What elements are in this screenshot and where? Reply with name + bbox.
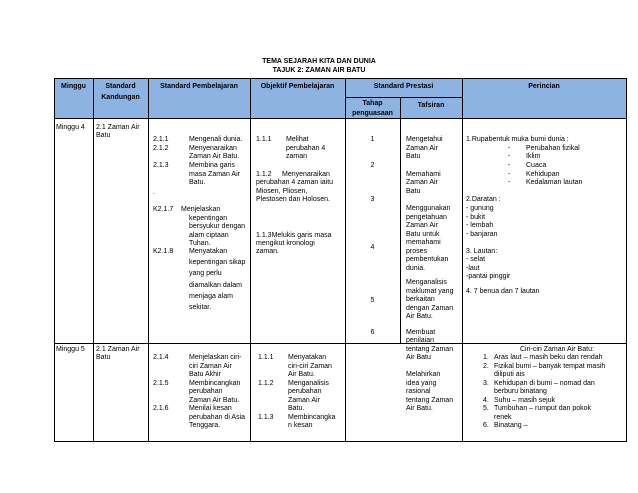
col-line-3 (250, 78, 251, 442)
perincian-p3-title: 3. Lautan: (466, 248, 498, 255)
row2-obj-2-d: Batu. (288, 405, 305, 412)
tafsiran-3e: memahami (406, 239, 441, 246)
row2-perincian-n-2: 2. (483, 363, 489, 370)
col-line-5 (400, 97, 401, 343)
row1-sp-text-k8e: menjaga alam (189, 293, 233, 300)
row2-kandungan-2: Batu (96, 354, 111, 361)
row1-sp-text-k8f: sekitar. (189, 304, 212, 311)
perincian-p1-item-5: Kedalaman lautan (526, 179, 583, 186)
row2-minggu: Minggu 5 (56, 346, 85, 353)
row1-sp-code-1: 2.1.1 (153, 136, 169, 143)
row1-obj-1-b: perubahan 4 (286, 145, 326, 152)
row2-perincian-n-5: 5. (483, 405, 489, 412)
perincian-p1-title: 1.Rupabentuk muka bumi dunia : (466, 136, 569, 143)
row1-sp-text-3b: masa Zaman Air (189, 171, 240, 178)
row2-perincian-4a: Suhu – masih sejuk (494, 397, 556, 404)
row1-sp-code-k8: K2.1.8 (153, 248, 174, 255)
tafsiran-4c: berkaitan (406, 296, 435, 303)
row1-obj-1-code: 1.1.1 (256, 136, 272, 143)
row1-minggu: Minggu 4 (56, 124, 85, 131)
row2-sp-text-2c: Zaman Air Batu. (189, 397, 240, 404)
header-minggu: Minggu (61, 83, 86, 90)
row2-sp-code-1: 2.1.4 (153, 354, 169, 361)
tafsiran-3b: pengetahuan (406, 214, 447, 221)
row2-sp-text-1a: Menjelaskan ciri- (189, 354, 242, 361)
row1-kandungan-1: 2.1 Zaman Air (96, 124, 140, 131)
perincian-p3-item-3: -pantai pinggir (466, 273, 511, 280)
perincian-p4: 4. 7 benua dan 7 lautan (466, 288, 540, 295)
row2-obj-1-c: Air Batu. (288, 371, 315, 378)
row2-obj-3-a: Membincangka (288, 414, 336, 421)
tafsiran-5b: penilaian (406, 337, 435, 344)
row2-perincian-n-4: 4. (483, 397, 489, 404)
row1-sp-text-k8b: kepentingan sikap (189, 259, 246, 266)
row2-perincian-5a: Tumbuhan – rumput dan pokok (494, 405, 592, 412)
row1-sp-code-k7: K2.1.7 (153, 206, 174, 213)
col-line-1 (93, 78, 94, 442)
row2-sp-text-2b: perubahan (189, 388, 223, 395)
row1-kandungan-2: Batu (96, 132, 111, 139)
row2-perincian-2a: Fizikal bumi – banyak tempat masih (494, 363, 606, 370)
tahap-2: 2 (370, 162, 375, 169)
row1-sp-text-k8c: yang perlu (189, 270, 222, 277)
tafsiran-4a: Menganalisis (406, 279, 447, 286)
row2-obj-3-code: 1.1.3 (258, 414, 274, 421)
header-standard-kandungan-1: Standard (105, 83, 136, 90)
header-tafsiran: Tafsiran (417, 102, 445, 109)
header-standard-prestasi: Standard Prestasi (373, 83, 434, 90)
row1-obj-1-c: zaman (286, 153, 308, 160)
tahap-1: 1 (370, 136, 375, 143)
tafsiran-2b: Zaman Air (406, 179, 438, 186)
row1-obj-2-c: Miosen, Pliosen, (256, 188, 308, 195)
tafsiran-3a: Menggunakan (406, 205, 451, 212)
row2-sp-text-3b: perubahan di Asia (189, 414, 246, 421)
perincian-p2-item-3: - lembah (466, 222, 494, 229)
tafsiran-1b: Zaman Air (406, 145, 438, 152)
row2-perincian-6a: Binatang – (494, 422, 528, 429)
header-divider-prestasi (345, 97, 462, 98)
row1-obj-3-a: 1.1.3Melukis garis masa (256, 232, 332, 239)
tafsiran-6a: Melahirkan (406, 371, 441, 378)
tafsiran-5c: tentang Zaman (406, 346, 454, 353)
row2-perincian-n-3: 3. (483, 380, 489, 387)
header-standard-kandungan-2: Kandungan (101, 94, 140, 101)
row1-sp-code-2: 2.1.2 (153, 145, 169, 152)
row1-sp-text-2b: Zaman Air Batu. (189, 153, 240, 160)
perincian-p1-bullet-5: - (508, 179, 511, 186)
row1-obj-1-a: Melihat (286, 136, 309, 143)
tafsiran-6b: idea yang (406, 380, 437, 387)
tafsiran-1c: Batu (406, 153, 421, 160)
row2-perincian-3a: Kehidupan di bumi – nomad dan (494, 380, 595, 387)
row2-perincian-3b: berburu binatang (494, 388, 547, 395)
row2-perincian-1a: Aras laut – masih beku dan rendah (494, 354, 603, 361)
row1-sp-text-k7c: bersyukur dengan (189, 223, 246, 230)
row1-sp-text-1: Mengenali dunia. (189, 136, 243, 143)
perincian-p1-bullet-2: - (508, 153, 511, 160)
tafsiran-3d: Batu untuk (406, 231, 440, 238)
perincian-p2-item-1: - gunung (466, 205, 494, 212)
row1-sp-text-k7b: kepentingan (189, 215, 228, 222)
perincian-p1-item-2: Iklim (526, 153, 541, 160)
row1-obj-2-b: perubahan 4 zaman iaitu (256, 179, 334, 186)
tafsiran-4b: maklumat yang (406, 288, 454, 295)
row2-obj-1-code: 1.1.1 (258, 354, 274, 361)
row2-perincian-title: Ciri-ciri Zaman Air Batu: (520, 346, 594, 353)
row2-kandungan-1: 2.1 Zaman Air (96, 346, 140, 353)
perincian-p2-item-2: - bukit (466, 214, 486, 221)
header-tahap: Tahap (362, 100, 383, 107)
row1-obj-3-b: mengikut kronologi (256, 240, 315, 247)
row1-sp-text-k7a: Menjelaskan (181, 206, 221, 213)
perincian-p2-item-4: - banjaran (466, 231, 498, 238)
row1-sp-text-3c: Batu. (189, 179, 206, 186)
row2-sp-text-2a: Membincangkan (189, 380, 241, 387)
tahap-4: 4 (370, 244, 375, 251)
row1-sp-dot: . (153, 189, 155, 196)
row2-obj-2-code: 1.1.2 (258, 380, 274, 387)
row1-obj-2-a: Menyenaraikan (282, 171, 330, 178)
tafsiran-6d: tentang Zaman (406, 397, 454, 404)
row1-obj-2-d: Plestosen dan Holosen. (256, 196, 330, 203)
row2-sp-text-3c: Tenggara. (189, 422, 221, 429)
tafsiran-4d: dengan Zaman (406, 305, 454, 312)
tafsiran-3h: dunia. (406, 265, 426, 272)
row2-obj-2-c: Zaman Air (288, 397, 320, 404)
row2-sp-code-2: 2.1.5 (153, 380, 169, 387)
row2-perincian-2b: diliputi ais (494, 371, 525, 378)
perincian-p1-bullet-4: - (508, 171, 511, 178)
tahap-3: 3 (370, 196, 375, 203)
col-line-2 (148, 78, 149, 442)
col-line-4 (345, 78, 346, 442)
perincian-p1-bullet-1: - (508, 145, 511, 152)
row2-perincian-5b: renek (494, 414, 512, 421)
row1-sp-text-k7e: Tuhan. (189, 240, 211, 247)
row2-sp-text-1c: Batu Akhir (189, 371, 221, 378)
row1-obj-2-code: 1.1.2 (256, 171, 272, 178)
tahap-5: 5 (370, 297, 375, 304)
tafsiran-6c: rasional (406, 388, 431, 395)
tahap-6: 6 (370, 329, 375, 336)
row2-obj-3-b: n kesan (288, 422, 313, 429)
col-line-0 (54, 78, 55, 442)
row-divider (54, 343, 627, 344)
row2-obj-1-b: ciri-ciri Zaman (288, 363, 332, 370)
tafsiran-3f: proses (406, 248, 428, 255)
perincian-p1-item-1: Perubahan fizikal (526, 145, 580, 152)
row1-sp-text-3a: Membina garis (189, 162, 235, 169)
tafsiran-4e: Air Batu. (406, 313, 433, 320)
row1-sp-text-k8a: Menyatakan (189, 248, 228, 255)
row2-sp-code-3: 2.1.6 (153, 405, 169, 412)
header-standard-pembelajaran: Standard Pembelajaran (160, 83, 238, 90)
row2-sp-text-1b: ciri Zaman Air (189, 363, 232, 370)
row2-sp-text-3a: Menilai kesan (189, 405, 232, 412)
table-border-bottom (54, 441, 627, 442)
row1-obj-3-c: zaman. (256, 248, 279, 255)
perincian-p3-item-2: -laut (466, 265, 480, 272)
row2-obj-1-a: Menyatakan (288, 354, 327, 361)
table-border-top (54, 78, 627, 79)
header-objektif: Objektif Pembelajaran (260, 83, 335, 90)
row2-perincian-n-1: 1. (483, 354, 489, 361)
tafsiran-3c: Zaman Air (406, 222, 438, 229)
tafsiran-2c: Batu (406, 188, 421, 195)
row1-sp-text-2a: Menyenaraikan (189, 145, 237, 152)
doc-title: TEMA SEJARAH KITA DAN DUNIA (262, 58, 376, 65)
doc-subtitle: TAJUK 2: ZAMAN AIR BATU (272, 67, 366, 74)
row1-sp-text-k8d: diamalkan dalam (189, 282, 242, 289)
header-border-bottom (54, 118, 627, 119)
header-perincian: Perincian (528, 83, 560, 90)
tafsiran-6e: Air Batu. (406, 405, 433, 412)
row2-obj-2-b: perubahan (288, 388, 322, 395)
row1-sp-text-k7d: alam ciptaan (189, 232, 229, 239)
tafsiran-5a: Membuat (406, 329, 436, 336)
tafsiran-5d: Air Batu (406, 354, 431, 361)
perincian-p1-item-4: Kehidupan (526, 171, 560, 178)
tafsiran-1a: Mengetahui (406, 136, 443, 143)
perincian-p1-bullet-3: - (508, 162, 511, 169)
tafsiran-2a: Memahami (406, 171, 441, 178)
perincian-p3-item-1: - selat (466, 256, 486, 263)
row2-perincian-n-6: 6. (483, 422, 489, 429)
col-line-7 (626, 78, 627, 442)
perincian-p2-title: 2.Daratan : (466, 196, 501, 203)
col-line-6 (462, 78, 463, 442)
perincian-p1-item-3: Cuaca (526, 162, 547, 169)
header-penguasaan: penguasaan (352, 110, 393, 117)
row2-obj-2-a: Menganalisis (288, 380, 329, 387)
row1-sp-code-3: 2.1.3 (153, 162, 169, 169)
tafsiran-3g: pembentukan (406, 256, 449, 263)
